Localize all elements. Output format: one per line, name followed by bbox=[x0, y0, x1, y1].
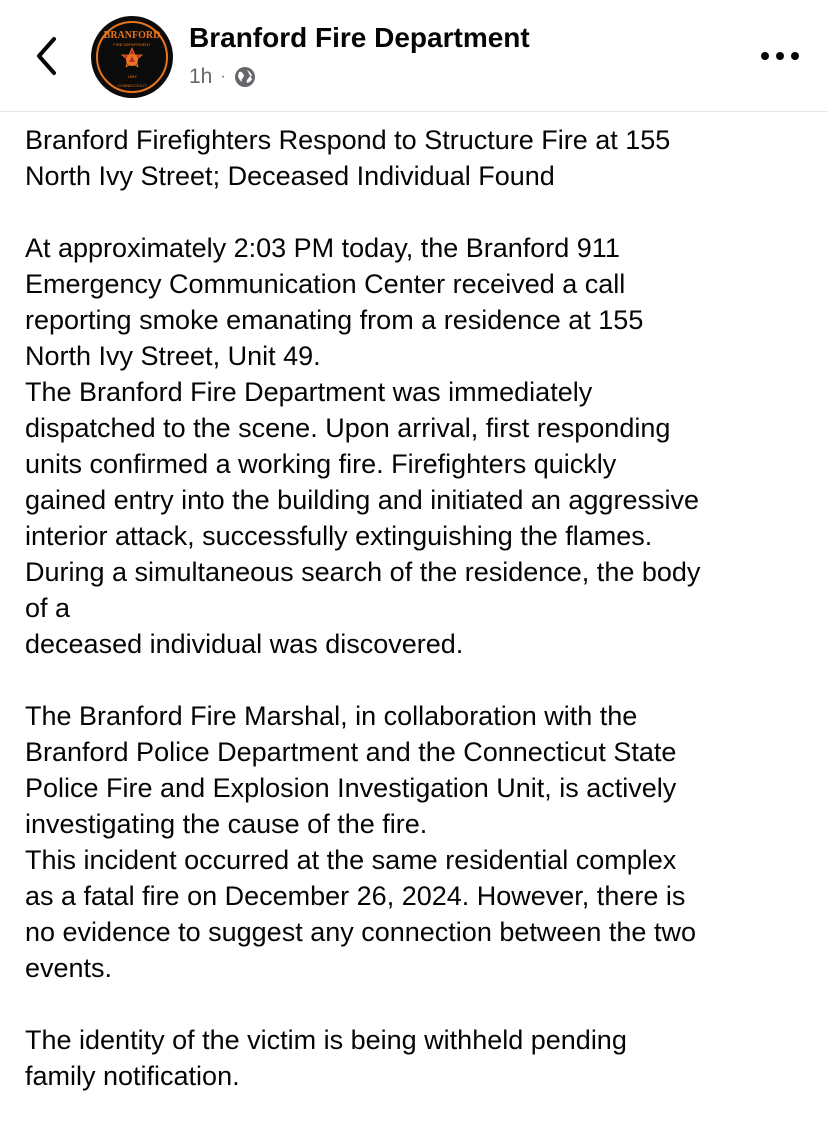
back-button[interactable] bbox=[28, 34, 68, 78]
post-meta bbox=[189, 62, 256, 92]
chevron-left-icon bbox=[28, 34, 68, 78]
avatar[interactable] bbox=[91, 16, 173, 98]
paragraph-spacer bbox=[25, 662, 815, 698]
globe-icon bbox=[234, 66, 256, 88]
post-paragraph-2: The Branford Fire Marshal, in collaboration with the Branford Police Department and the Connecticut State Police Fire and Explosion Investigation Unit, is actively investigating the cause of the fire. This incident occurred at the same residential complex as a fatal fire on December 26, 2024. However, there is no evidence to suggest any connection between the two events. bbox=[25, 701, 696, 983]
more-options-button[interactable] bbox=[758, 42, 802, 70]
post-paragraph-3: The identity of the victim is being withheld pending family notification. bbox=[25, 1025, 627, 1091]
logo-year: 1899 bbox=[127, 74, 137, 79]
paragraph-spacer bbox=[25, 194, 815, 230]
post-time[interactable]: 1h bbox=[189, 65, 213, 88]
post-header bbox=[0, 0, 828, 112]
logo-sub-text: FIRE DEPARTMENT bbox=[113, 42, 151, 47]
page-name[interactable]: Branford Fire Department bbox=[189, 22, 530, 53]
paragraph-spacer bbox=[25, 986, 815, 1022]
logo-top-text: BRANFORD bbox=[103, 30, 161, 41]
post-body bbox=[25, 122, 815, 1094]
post-paragraph-1: At approximately 2:03 PM today, the Branford 911 Emergency Communication Center received a call reporting smoke emanating from a residence at 155 North Ivy Street, Unit 49. The Branford Fire Department was immediately dispatched to the scene. Upon arrival, first responding units confirmed a working fire. Firefighters quickly gained entry into the building and initiated an aggressive interior attack, successfully extinguishing the flames. During a simultaneous search of the residence, the body of a deceased individual was discovered. bbox=[25, 233, 701, 659]
meta-separator: · bbox=[220, 68, 226, 85]
more-horizontal-icon bbox=[758, 42, 802, 70]
post-title: Branford Firefighters Respond to Structure Fire at 155 North Ivy Street; Deceased Individual Found bbox=[25, 125, 671, 191]
logo-bottom-text: CONNECTICUT bbox=[117, 83, 147, 88]
fire-department-logo bbox=[91, 16, 173, 98]
